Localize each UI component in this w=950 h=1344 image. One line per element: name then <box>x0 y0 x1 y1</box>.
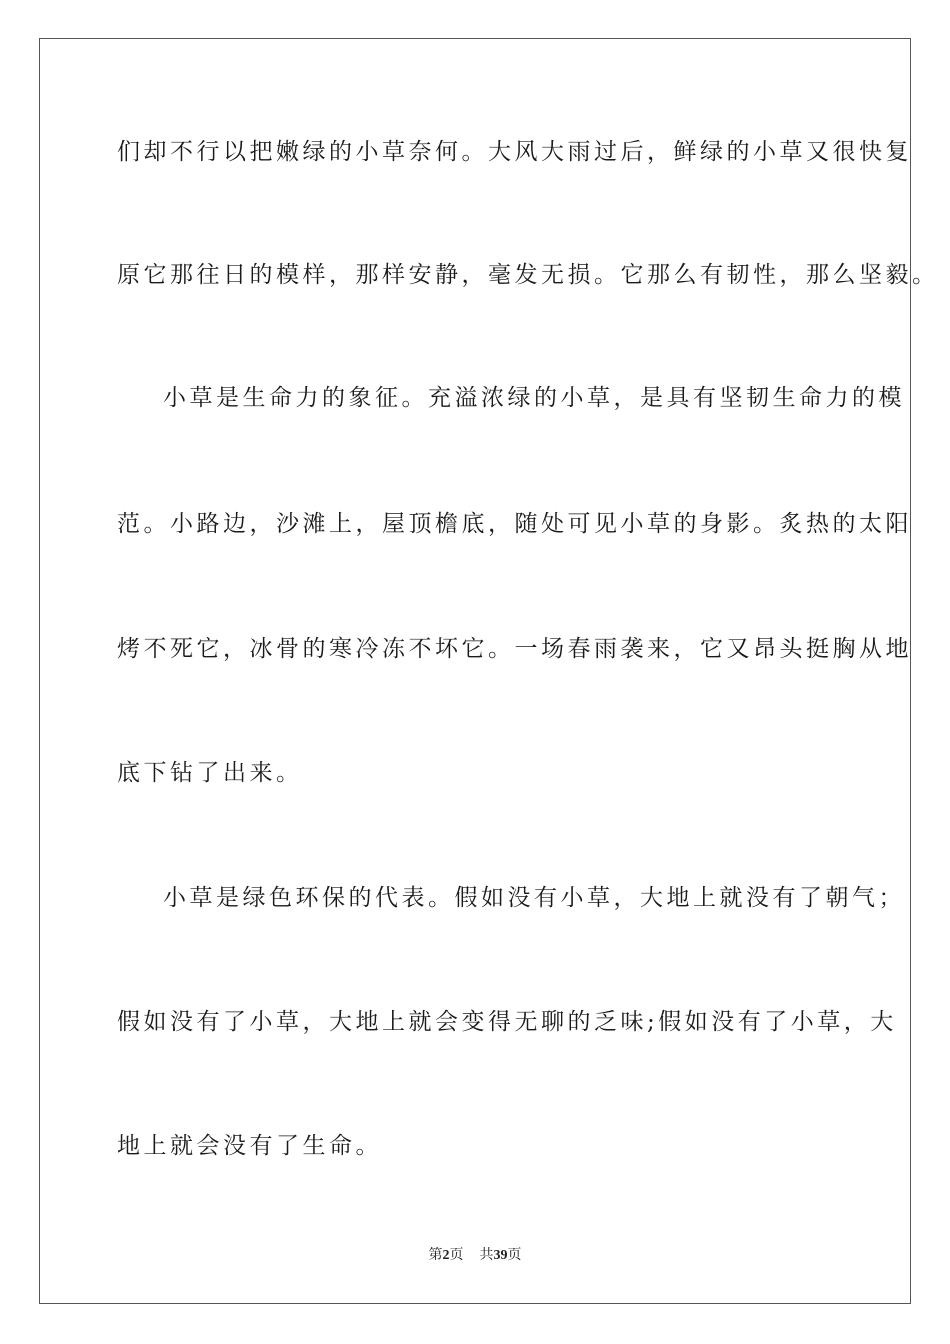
page-prefix: 第 <box>428 1247 443 1263</box>
page-suffix: 页 <box>449 1247 464 1263</box>
total-pages: 39 <box>493 1248 508 1263</box>
total-suffix: 页 <box>507 1247 522 1263</box>
paragraph-line: 假如没有了小草，大地上就会变得无聊的乏味;假如没有了小草，大 <box>117 1009 897 1035</box>
paragraph-line: 地上就会没有了生命。 <box>117 1133 382 1159</box>
paragraph-line: 原它那往日的模样，那样安静，毫发无损。它那么有韧性，那么坚毅。 <box>117 262 939 288</box>
page-number: 2 <box>442 1248 450 1263</box>
paragraph-line: 们却不行以把嫩绿的小草奈何。大风大雨过后，鲜绿的小草又很快复 <box>117 139 912 165</box>
paragraph-line: 范。小路边，沙滩上，屋顶檐底，随处可见小草的身影。炙热的太阳 <box>117 511 912 537</box>
total-prefix: 共 <box>479 1247 494 1263</box>
paragraph-line-indented: 小草是绿色环保的代表。假如没有小草，大地上就没有了朝气； <box>163 885 905 911</box>
page-border <box>39 38 939 1304</box>
paragraph-line: 底下钻了出来。 <box>117 760 303 786</box>
paragraph-line: 烤不死它，冰骨的寒冷冻不坏它。一场春雨袭来，它又昂头挺胸从地 <box>117 636 912 662</box>
page-footer <box>0 1246 950 1265</box>
paragraph-line-indented: 小草是生命力的象征。充溢浓绿的小草，是具有坚韧生命力的模 <box>163 385 905 411</box>
